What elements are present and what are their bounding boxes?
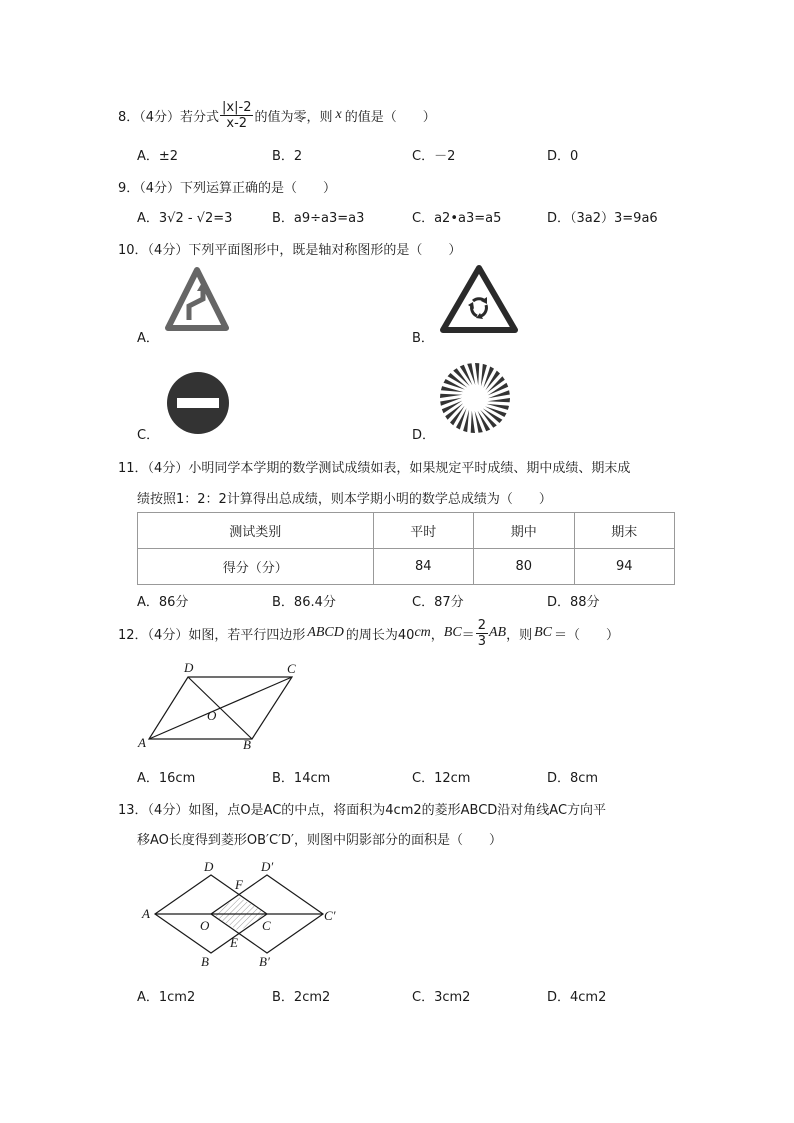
q8-text-a: 的值为零，则 bbox=[254, 109, 333, 125]
q11-option-d: D．88分 bbox=[547, 595, 600, 610]
q10-option-d-label: D． bbox=[412, 428, 436, 443]
q10-option-b-label: B． bbox=[412, 331, 434, 346]
q13-option-b: B．2cm2 bbox=[272, 990, 331, 1005]
q13-stem-line2: 移AO长度得到菱形OB′C′D′，则图中阴影部分的面积是（ ） bbox=[137, 833, 502, 848]
label-c-prime: C′ bbox=[324, 908, 336, 923]
no-entry-sign-icon bbox=[166, 371, 230, 435]
q8-prefix: 8．（4分）若分式 bbox=[118, 109, 220, 125]
parallelogram-figure bbox=[135, 658, 305, 753]
q12-cm: cm bbox=[414, 625, 431, 640]
sunburst-ray bbox=[440, 398, 462, 406]
q12-fraction bbox=[476, 618, 488, 649]
label-e: E bbox=[230, 935, 238, 950]
q8-option-a: A．±2 bbox=[137, 149, 179, 164]
label-c: C bbox=[262, 918, 271, 933]
table-header-cell: 期中 bbox=[474, 513, 574, 549]
q12-text-a: 12．（4分）如图，若平行四边形 bbox=[118, 627, 306, 643]
q12-frac-denominator: 3 bbox=[477, 633, 486, 649]
label-c: C bbox=[287, 661, 296, 676]
label-b: B bbox=[243, 737, 251, 752]
label-d: D bbox=[204, 859, 214, 874]
q10-stem: 10．（4分）下列平面图形中，既是轴对称图形的是（ ） bbox=[118, 243, 462, 258]
q9-option-d: D．（3a2）3=9a6 bbox=[547, 211, 658, 226]
q12-option-a: A．16cm bbox=[137, 771, 196, 786]
q11-stem-line2: 绩按照1：2：2计算得出总成绩，则本学期小明的数学总成绩为（ ） bbox=[137, 492, 552, 507]
sunburst-ray bbox=[471, 411, 475, 433]
q12-text-b: 的周长为40 bbox=[345, 627, 415, 643]
q9-option-c: C．a2•a3=a5 bbox=[412, 211, 502, 226]
label-o: O bbox=[200, 918, 210, 933]
q9-stem: 9．（4分）下列运算正确的是（ ） bbox=[118, 181, 337, 196]
winding-road-sign-icon bbox=[165, 266, 229, 332]
table-cell: 84 bbox=[373, 549, 473, 585]
q8-frac-numerator: |x|-2 bbox=[222, 99, 252, 115]
q11-option-b: B．86.4分 bbox=[272, 595, 336, 610]
table-header-cell: 平时 bbox=[373, 513, 473, 549]
roundabout-sign-icon bbox=[440, 264, 518, 334]
q11-stem-line1: 11．（4分）小明同学本学期的数学测试成绩如表，如果规定平时成绩、期中成绩、期末成 bbox=[118, 461, 631, 476]
label-b: B bbox=[201, 954, 209, 969]
table-header-row bbox=[138, 513, 675, 549]
label-d: D bbox=[184, 660, 194, 675]
q13-option-d: D．4cm2 bbox=[547, 990, 607, 1005]
q13-option-c: C．3cm2 bbox=[412, 990, 471, 1005]
label-o: O bbox=[207, 708, 217, 723]
q12-text-c: ， bbox=[430, 627, 444, 643]
q8-option-d: D．0 bbox=[547, 149, 579, 164]
q13-option-a: A．1cm2 bbox=[137, 990, 196, 1005]
sunburst-ray bbox=[488, 398, 510, 402]
q13-stem-line1: 13．（4分）如图，点O是AC的中点，将面积为4cm2的菱形ABCD沿对角线AC方向平 bbox=[118, 803, 607, 818]
q8-option-b: B．2 bbox=[272, 149, 303, 164]
q8-frac-denominator: x-2 bbox=[226, 115, 248, 131]
label-a: A bbox=[142, 906, 150, 921]
q12-text-e: ，则 bbox=[506, 627, 533, 643]
q8-fraction bbox=[220, 100, 253, 131]
q8-stem bbox=[118, 98, 436, 132]
q12-frac-numerator: 2 bbox=[477, 617, 486, 633]
label-d-prime: D′ bbox=[261, 859, 274, 874]
q12-option-b: B．14cm bbox=[272, 771, 331, 786]
q11-option-c: C．87分 bbox=[412, 595, 464, 610]
sunburst-ray bbox=[488, 390, 510, 398]
q12-option-c: C．12cm bbox=[412, 771, 471, 786]
q10-option-a-label: A． bbox=[137, 331, 159, 346]
sunburst-ray bbox=[475, 411, 483, 433]
q10-option-c-label: C． bbox=[137, 428, 160, 443]
q9-option-a: A．3√2 - √2=3 bbox=[137, 211, 233, 226]
table-header-cell: 测试类别 bbox=[138, 513, 374, 549]
sunburst-ray bbox=[440, 394, 462, 398]
score-table bbox=[137, 512, 675, 585]
table-cell: 得分（分） bbox=[138, 549, 374, 585]
q11-option-a: A．86分 bbox=[137, 595, 189, 610]
q12-text-d: ＝ bbox=[461, 627, 475, 643]
q12-bc2: BC bbox=[534, 625, 552, 640]
label-f: F bbox=[235, 877, 243, 892]
q12-option-d: D．8cm bbox=[547, 771, 599, 786]
q8-option-c: C．－2 bbox=[412, 149, 456, 164]
table-header-cell: 期末 bbox=[574, 513, 675, 549]
q12-bc: BC bbox=[443, 625, 462, 640]
q9-option-b: B．a9÷a3=a3 bbox=[272, 211, 365, 226]
sunburst-ray bbox=[467, 363, 475, 385]
rhombus-translation-figure bbox=[138, 858, 348, 974]
q12-stem bbox=[118, 616, 619, 650]
q8-var: x bbox=[335, 107, 342, 122]
label-a: A bbox=[138, 735, 146, 750]
q12-abcd: ABCD bbox=[307, 625, 344, 640]
label-b-prime: B′ bbox=[259, 954, 270, 969]
q8-text-b: 的值是（ ） bbox=[344, 109, 436, 125]
q12-text-f: ＝（ ） bbox=[553, 627, 619, 643]
sunburst-ray bbox=[475, 363, 479, 385]
sunburst-logo-icon bbox=[437, 362, 513, 434]
table-row bbox=[138, 549, 675, 585]
table-cell: 94 bbox=[574, 549, 675, 585]
table-cell: 80 bbox=[474, 549, 574, 585]
q12-ab: AB bbox=[488, 625, 507, 640]
